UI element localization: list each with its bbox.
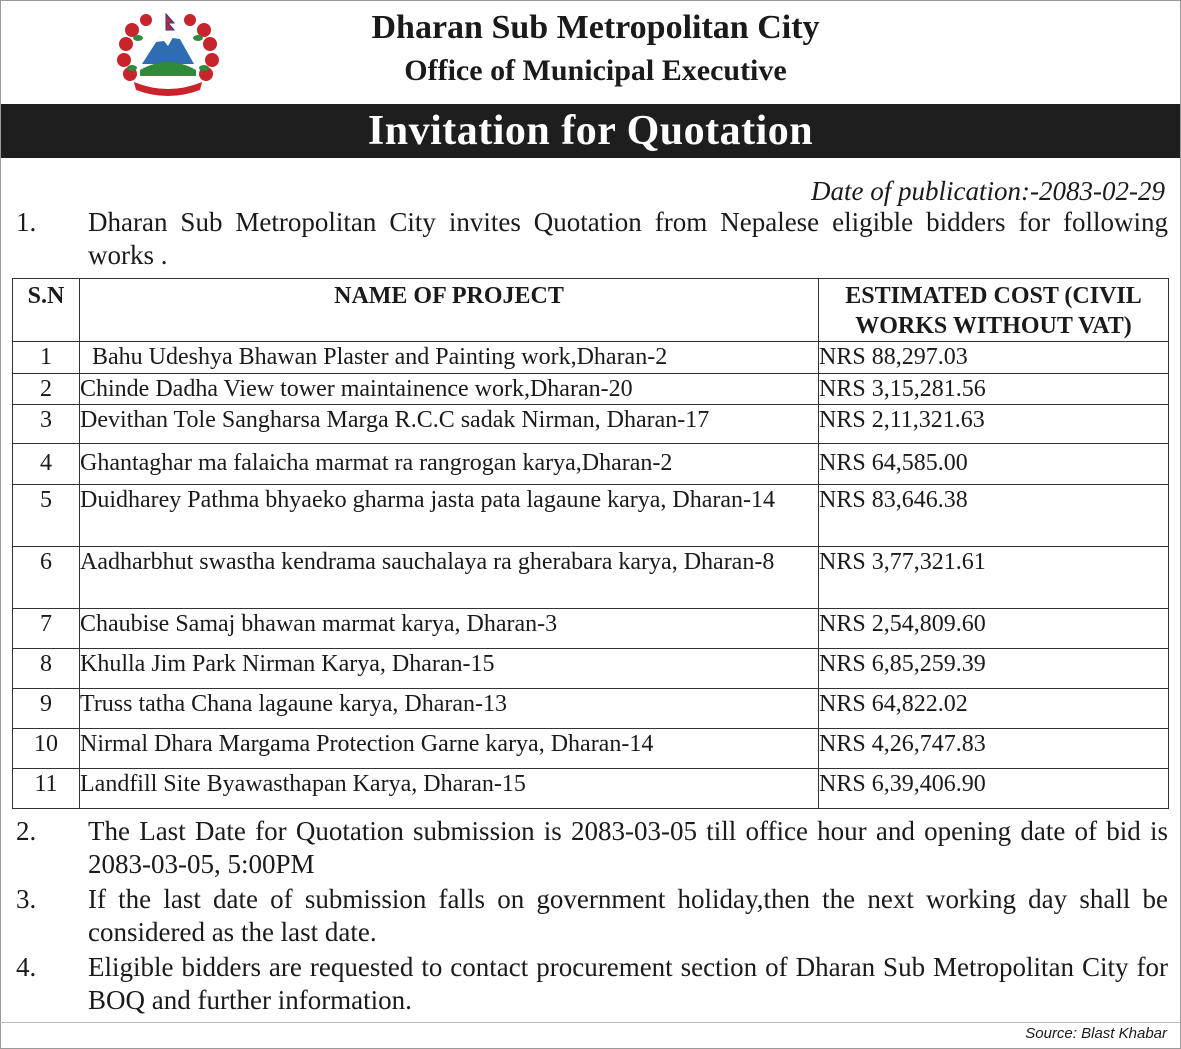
office-name: Office of Municipal Executive [404,54,787,87]
row-sn: 9 [13,689,80,729]
row-estimated-cost: NRS 2,54,809.60 [819,609,1169,649]
table-header-row [13,279,1169,342]
row-estimated-cost: NRS 64,585.00 [819,444,1169,485]
row-sn: 7 [13,609,80,649]
paragraph-number: 1. [16,207,37,237]
header-project-name: NAME OF PROJECT [80,279,819,342]
row-sn: 4 [13,444,80,485]
row-sn: 3 [13,405,80,444]
row-sn: 10 [13,729,80,769]
source-credit: Source: Blast Khabar [1025,1025,1167,1042]
table-row [13,769,1169,809]
row-project-name: Chinde Dadha View tower maintainence work,Dharan-20 [80,374,819,405]
note-paragraph-3 [16,883,1168,949]
row-estimated-cost: NRS 3,77,321.61 [819,547,1169,609]
organization-name: Dharan Sub Metropolitan City [371,9,820,46]
row-estimated-cost: NRS 64,822.02 [819,689,1169,729]
paragraph-number: 4. [16,952,37,982]
paragraph-text: Dharan Sub Metropolitan City invites Quotation from Nepalese eligible bidders for following works . [88,207,1168,270]
row-project-name: Nirmal Dhara Margama Protection Garne karya, Dharan-14 [80,729,819,769]
table-row [13,689,1169,729]
row-project-name: Landfill Site Byawasthapan Karya, Dharan-15 [80,769,819,809]
note-paragraph-2 [16,815,1168,881]
row-project-name: Truss tatha Chana lagaune karya, Dharan-13 [80,689,819,729]
header-estimated-cost: ESTIMATED COST (CIVIL WORKS WITHOUT VAT) [819,279,1169,342]
publication-date: Date of publication:-2083-02-29 [811,176,1165,206]
row-project-name: Khulla Jim Park Nirman Karya, Dharan-15 [80,649,819,689]
row-project-name: Ghantaghar ma falaicha marmat ra rangrogan karya,Dharan-2 [80,444,819,485]
footer-divider [0,1022,1181,1023]
row-sn: 6 [13,547,80,609]
table-row [13,547,1169,609]
paragraph-text: Eligible bidders are requested to contact procurement section of Dharan Sub Metropolitan City for BOQ and further information. [88,952,1168,1015]
row-estimated-cost: NRS 6,85,259.39 [819,649,1169,689]
row-sn: 11 [13,769,80,809]
paragraph-number: 3. [16,884,37,914]
row-project-name: Bahu Udeshya Bhawan Plaster and Painting work,Dharan-2 [80,342,819,374]
row-sn: 1 [13,342,80,374]
row-sn: 8 [13,649,80,689]
row-project-name: Duidharey Pathma bhyaeko gharma jasta pata lagaune karya, Dharan-14 [80,485,819,547]
table-row [13,405,1169,444]
row-sn: 5 [13,485,80,547]
intro-paragraph [16,206,1168,272]
table-row [13,729,1169,769]
projects-table [12,278,1169,809]
table-row [13,485,1169,547]
paragraph-text: The Last Date for Quotation submission is 2083-03-05 till office hour and opening date of bid is 2083-03-05, 5:00PM [88,816,1168,879]
row-project-name: Aadharbhut swastha kendrama sauchalaya ra gherabara karya, Dharan-8 [80,547,819,609]
notice-title: Invitation for Quotation [1,104,1180,158]
table-row [13,609,1169,649]
note-paragraph-4 [16,951,1168,1017]
table-row [13,649,1169,689]
row-project-name: Chaubise Samaj bhawan marmat karya, Dharan-3 [80,609,819,649]
table-row [13,342,1169,374]
row-project-name: Devithan Tole Sangharsa Marga R.C.C sadak Nirman, Dharan-17 [80,405,819,444]
row-sn: 2 [13,374,80,405]
row-estimated-cost: NRS 2,11,321.63 [819,405,1169,444]
header-sn: S.N [13,279,80,342]
row-estimated-cost: NRS 6,39,406.90 [819,769,1169,809]
row-estimated-cost: NRS 88,297.03 [819,342,1169,374]
row-estimated-cost: NRS 4,26,747.83 [819,729,1169,769]
paragraph-text: If the last date of submission falls on government holiday,then the next working day shall be considered as the last date. [88,884,1168,947]
table-row [13,374,1169,405]
row-estimated-cost: NRS 83,646.38 [819,485,1169,547]
table-row [13,444,1169,485]
paragraph-number: 2. [16,816,37,846]
row-estimated-cost: NRS 3,15,281.56 [819,374,1169,405]
